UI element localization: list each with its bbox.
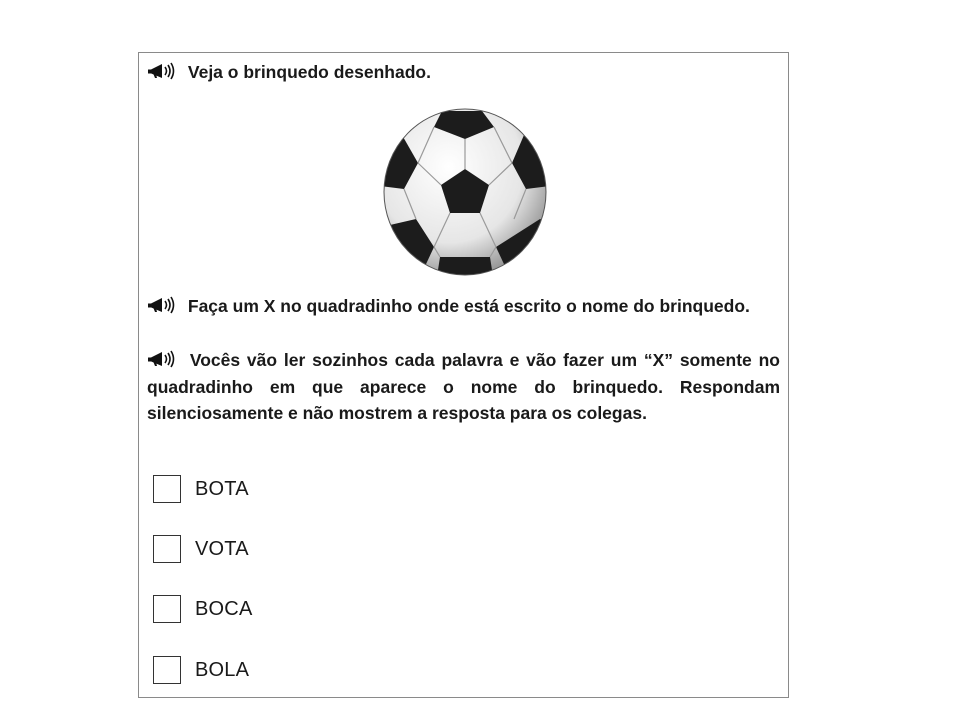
option-label-vota: VOTA [195,537,249,560]
megaphone-icon [147,295,183,315]
option-bola[interactable] [153,656,249,684]
megaphone-icon [147,61,183,81]
option-vota[interactable] [153,535,249,563]
option-label-bota: BOTA [195,477,249,500]
checkbox-vota[interactable] [153,535,181,563]
instruction-3 [147,347,780,427]
question-card [138,52,789,698]
instruction-1-text: Veja o brinquedo desenhado. [187,62,431,82]
option-label-bola: BOLA [195,658,250,681]
option-boca[interactable] [153,595,252,623]
soccer-ball-image [382,107,548,277]
checkbox-bota[interactable] [153,475,181,503]
instruction-2 [147,293,780,320]
option-label-boca: BOCA [195,597,253,620]
option-bota[interactable] [153,475,249,503]
checkbox-bola[interactable] [153,656,181,684]
checkbox-boca[interactable] [153,595,181,623]
instruction-1 [147,59,780,86]
instruction-3-text: Vocês vão ler sozinhos cada palavra e vão fazer um “X” somente no quadradinho em que aparece o nome do brinquedo. Respondam silenciosamente e não mostrem a resposta para os colegas. [147,350,780,423]
instruction-2-text: Faça um X no quadradinho onde está escrito o nome do brinquedo. [187,296,750,316]
megaphone-icon [147,349,183,369]
